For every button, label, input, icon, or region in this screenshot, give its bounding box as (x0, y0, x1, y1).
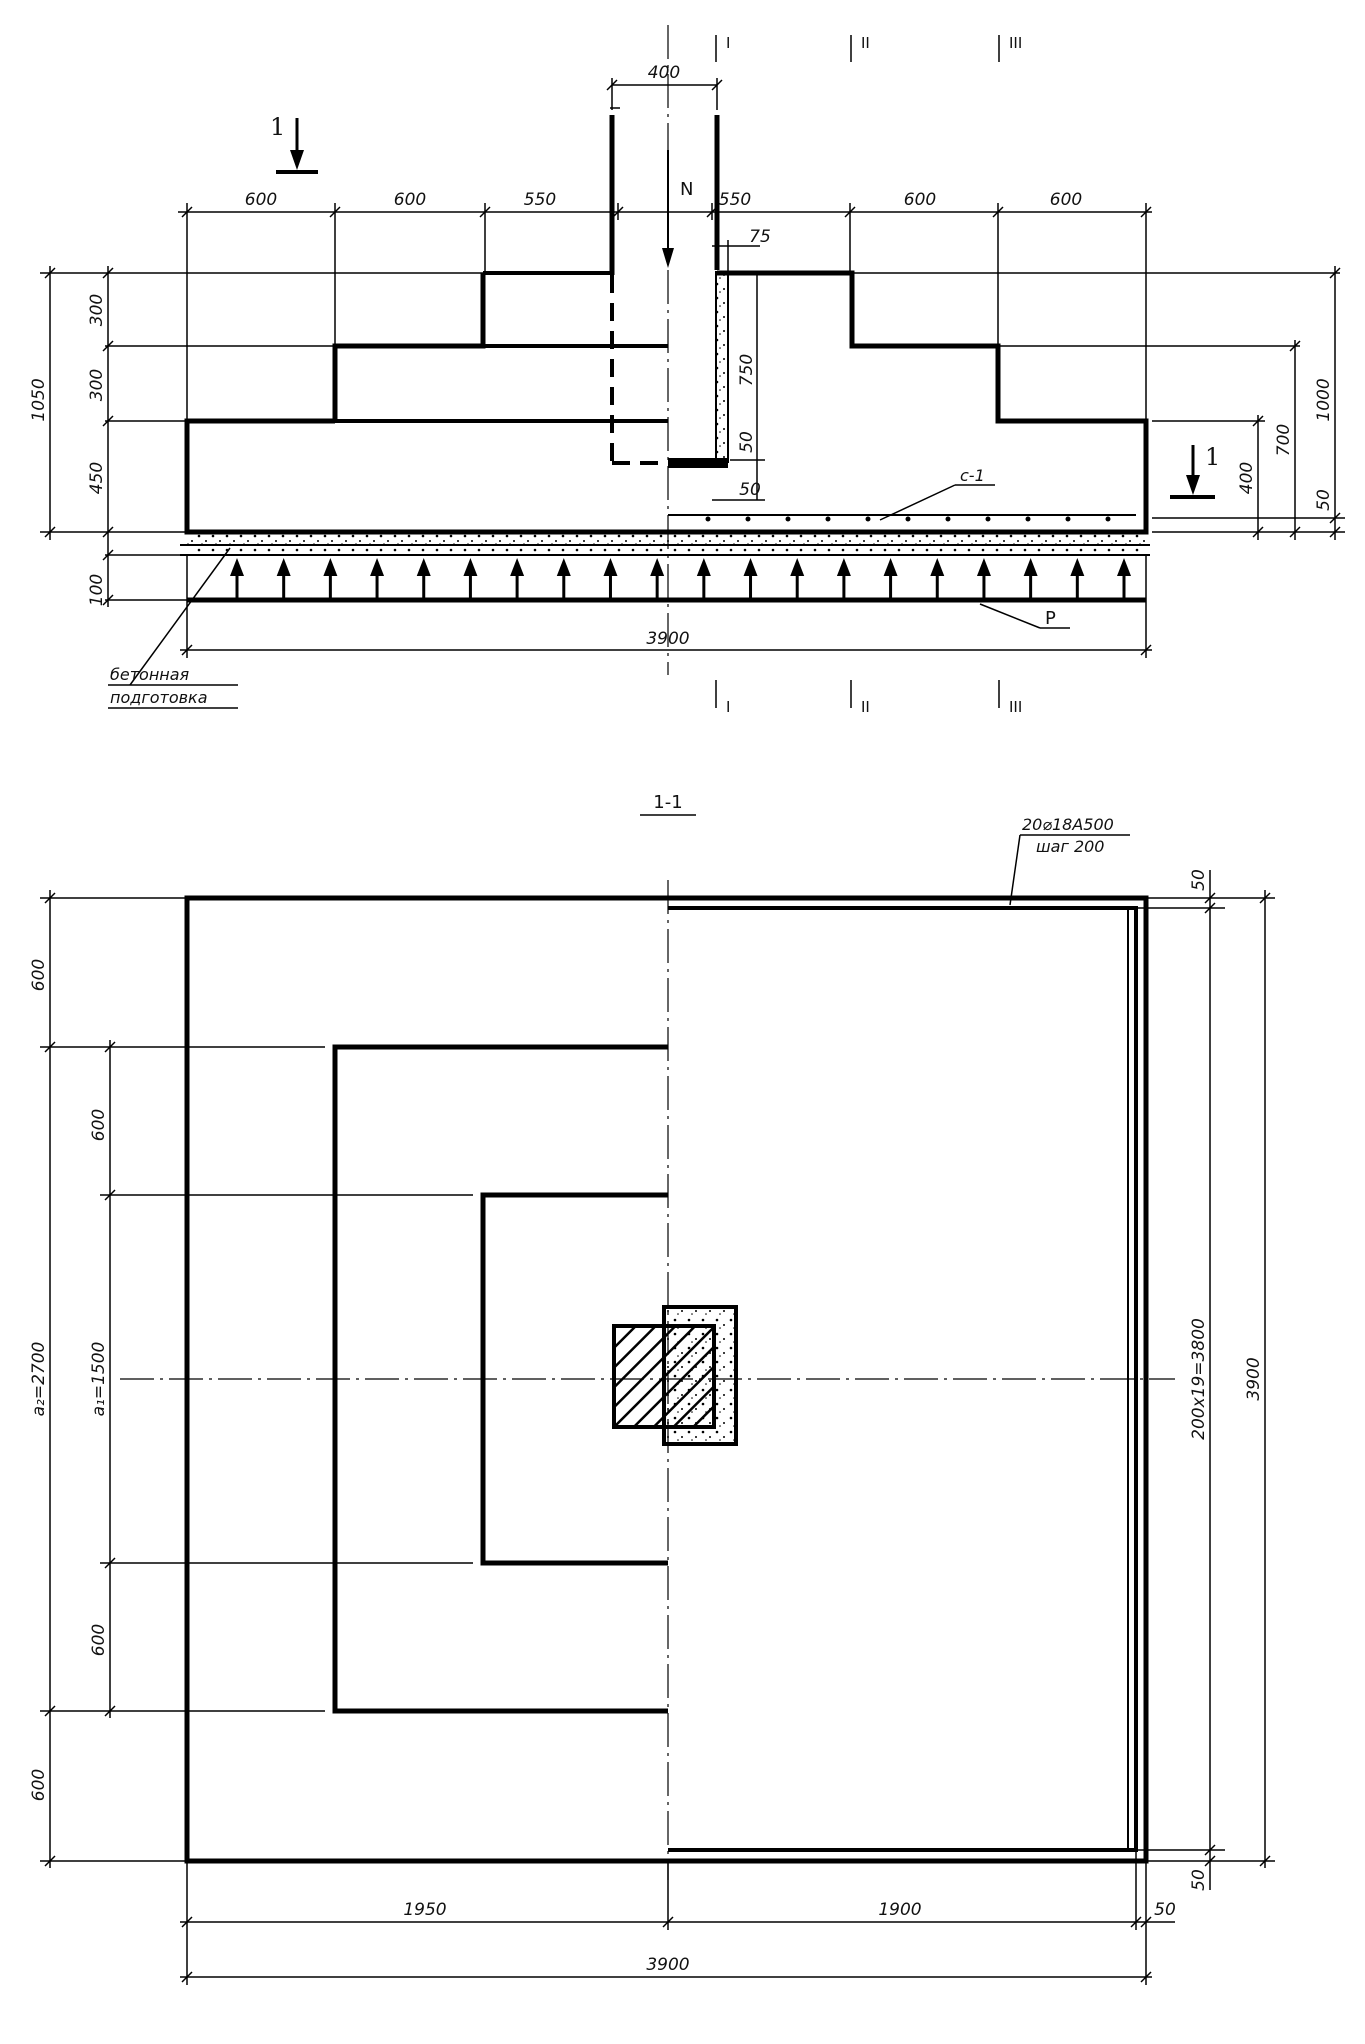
plan-title: 1-1 (653, 792, 683, 813)
dim-text: 300 (87, 368, 107, 402)
dim-text: 50 (1189, 869, 1209, 891)
soil-pressure (187, 555, 1146, 629)
pressure-arrows (230, 558, 1131, 598)
section-mark-right (1170, 443, 1220, 497)
pressure-arrow-head (1117, 558, 1131, 576)
section-mark-label: 1 (270, 113, 286, 141)
dim-text: 1950 (403, 1900, 447, 1920)
cut-mark-label: III (1009, 34, 1023, 52)
pressure-arrow-head (650, 558, 664, 576)
dim-text: 600 (29, 958, 49, 992)
pressure-arrow-head (837, 558, 851, 576)
dim-text: 1050 (29, 378, 49, 422)
dim-text: 100 (87, 573, 107, 607)
dim-text: 75 (749, 227, 771, 247)
dim-text: 550 (523, 190, 557, 210)
dim-text: 50 (737, 431, 757, 453)
dim-text: 550 (718, 190, 752, 210)
top-dimension-chain (178, 190, 1152, 420)
dim-text: 3900 (1244, 1357, 1264, 1401)
elevation-view (29, 25, 1345, 716)
dim-text: 600 (89, 1108, 109, 1142)
pressure-arrow-head (744, 558, 758, 576)
foundation-steps (187, 273, 1146, 532)
section-mark-left (270, 113, 318, 172)
prep-note-line2: подготовка (110, 688, 208, 707)
cut-mark-label: II (861, 34, 870, 52)
plan-column (614, 1307, 736, 1444)
pressure-arrow-head (230, 558, 244, 576)
prep-note (108, 548, 238, 708)
bar-spacing-dim: 200x19=3800 (1189, 1318, 1209, 1440)
dim-text: 50 (1154, 1900, 1176, 1920)
rebar-label: с-1 (960, 466, 985, 485)
cut-mark-label: I (726, 34, 731, 52)
dim-text: 750 (737, 353, 757, 387)
dim-text: 600 (1049, 190, 1083, 210)
force-label: N (680, 179, 694, 200)
dim-text: 600 (244, 190, 278, 210)
dim-text: 400 (647, 63, 681, 83)
dim-text: 400 (1237, 461, 1257, 495)
plan-bottom-dims (180, 1850, 1176, 1985)
a2-label: a₂=2700 (29, 1341, 49, 1417)
dim-text: 600 (89, 1623, 109, 1657)
pressure-arrow-head (277, 558, 291, 576)
dim-text: 600 (903, 190, 937, 210)
pressure-arrow-head (557, 558, 571, 576)
pressure-arrow-head (370, 558, 384, 576)
rebar-callout-line1: 20⌀18A500 (1022, 815, 1114, 834)
cut-mark-label: I (726, 698, 731, 716)
section-mark-label: 1 (1205, 443, 1221, 471)
dim-text: 450 (87, 461, 107, 495)
base-width-dim (180, 600, 1152, 658)
pressure-label: P (1045, 608, 1056, 629)
pressure-arrow-head (930, 558, 944, 576)
plan-view (29, 792, 1275, 1985)
dim-text: 3900 (646, 1955, 690, 1975)
pressure-arrow-head (697, 558, 711, 576)
dim-text: 700 (1274, 423, 1294, 457)
dim-text: 50 (739, 480, 761, 500)
socket-grout (668, 272, 728, 468)
plan-right-dims (1136, 869, 1275, 1891)
dim-text: 3900 (646, 629, 690, 649)
dim-text: 600 (393, 190, 427, 210)
pressure-arrow-head (1024, 558, 1038, 576)
dim-text: 300 (87, 293, 107, 327)
column-width-dim (607, 63, 722, 110)
dim-text: 1900 (878, 1900, 922, 1920)
a1-label: a₁=1500 (89, 1341, 109, 1417)
column (612, 115, 717, 465)
dim-text: 1000 (1314, 378, 1334, 422)
dim-text: 50 (1314, 489, 1334, 511)
cut-marks-top (716, 34, 1022, 62)
pressure-arrow-head (510, 558, 524, 576)
pressure-arrow-head (790, 558, 804, 576)
pressure-arrow-head (603, 558, 617, 576)
pressure-arrow-head (323, 558, 337, 576)
plan-rebar (668, 815, 1136, 1850)
cut-marks-bottom (716, 680, 1022, 716)
pressure-arrow-head (417, 558, 431, 576)
prep-note-line1: бетонная (110, 665, 190, 684)
pressure-arrow-head (977, 558, 991, 576)
dim-text: 600 (29, 1768, 49, 1802)
cut-mark-label: III (1009, 698, 1023, 716)
concrete-preparation (180, 533, 1150, 555)
rebar-callout-line2: шаг 200 (1036, 837, 1105, 856)
dim-text: 50 (1189, 1869, 1209, 1891)
cut-mark-label: II (861, 698, 870, 716)
pressure-arrow-head (1070, 558, 1084, 576)
pressure-arrow-head (463, 558, 477, 576)
force-n (662, 150, 693, 268)
pressure-arrow-head (884, 558, 898, 576)
